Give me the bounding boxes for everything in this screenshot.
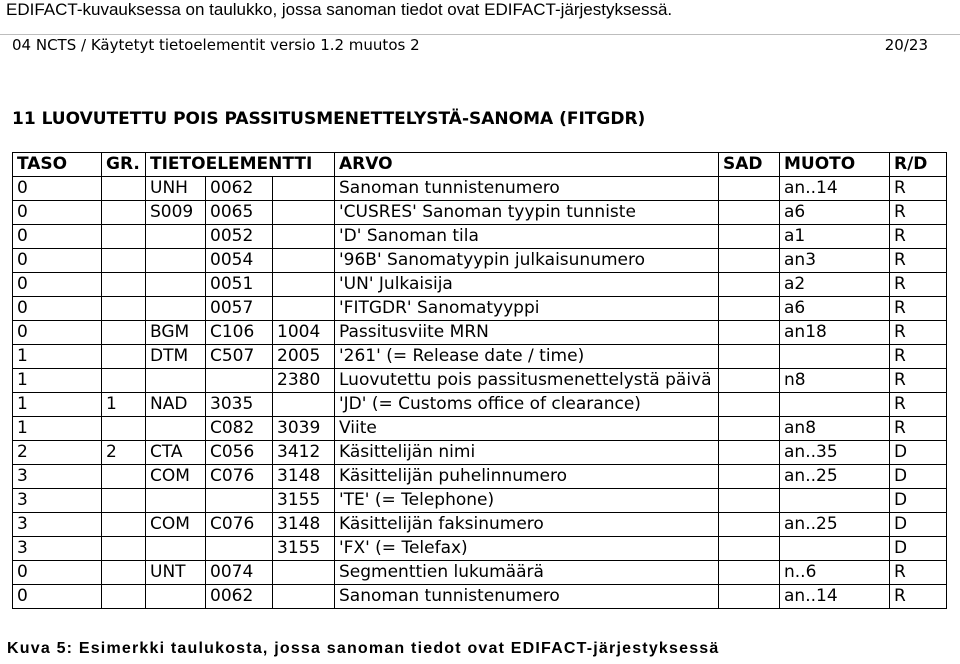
table-row xyxy=(13,273,947,297)
cell-element-1 xyxy=(206,537,273,561)
cell-taso: 1 xyxy=(13,345,102,369)
cell-arvo: Segmenttien lukumäärä xyxy=(335,561,719,585)
cell-sad xyxy=(719,249,780,273)
cell-rd: R xyxy=(890,585,947,609)
cell-gr xyxy=(102,177,146,201)
message-structure-table xyxy=(12,152,947,609)
figure-caption: Kuva 5: Esimerkki taulukosta, jossa sanoman tiedot ovat EDIFACT-järjestyksessä xyxy=(7,640,720,657)
table-row xyxy=(13,513,947,537)
cell-rd: R xyxy=(890,177,947,201)
cell-element-2: 3148 xyxy=(273,513,335,537)
cell-element-1: C082 xyxy=(206,417,273,441)
cell-taso: 2 xyxy=(13,441,102,465)
cell-rd: R xyxy=(890,345,947,369)
cell-arvo: Viite xyxy=(335,417,719,441)
cell-muoto: an8 xyxy=(780,417,890,441)
cell-taso: 0 xyxy=(13,225,102,249)
cell-taso: 0 xyxy=(13,585,102,609)
cell-element-2 xyxy=(273,225,335,249)
cell-rd: R xyxy=(890,249,947,273)
cell-taso: 0 xyxy=(13,273,102,297)
cell-taso: 0 xyxy=(13,321,102,345)
cell-taso: 1 xyxy=(13,369,102,393)
cell-arvo: Luovutettu pois passitusmenettelystä päivä xyxy=(335,369,719,393)
cell-rd: D xyxy=(890,441,947,465)
cell-element-1: 0062 xyxy=(206,585,273,609)
cell-sad xyxy=(719,201,780,225)
cell-sad xyxy=(719,225,780,249)
table-header-row xyxy=(13,153,947,177)
table-row xyxy=(13,465,947,489)
cell-element-1: 0062 xyxy=(206,177,273,201)
cell-element-1: C076 xyxy=(206,513,273,537)
cell-rd: R xyxy=(890,273,947,297)
table-row xyxy=(13,249,947,273)
cell-sad xyxy=(719,585,780,609)
header-sad: SAD xyxy=(719,153,780,177)
cell-sad xyxy=(719,273,780,297)
cell-sad xyxy=(719,297,780,321)
cell-gr xyxy=(102,201,146,225)
table-row xyxy=(13,321,947,345)
cell-sad xyxy=(719,417,780,441)
cell-gr xyxy=(102,489,146,513)
cell-arvo: 'D' Sanoman tila xyxy=(335,225,719,249)
cell-muoto xyxy=(780,345,890,369)
table-row xyxy=(13,345,947,369)
cell-sad xyxy=(719,561,780,585)
cell-muoto: n8 xyxy=(780,369,890,393)
cell-taso: 0 xyxy=(13,249,102,273)
cell-arvo: Käsittelijän nimi xyxy=(335,441,719,465)
cell-arvo: Käsittelijän puhelinnumero xyxy=(335,465,719,489)
cell-segment: DTM xyxy=(146,345,206,369)
cell-segment xyxy=(146,369,206,393)
cell-rd: R xyxy=(890,201,947,225)
cell-gr xyxy=(102,225,146,249)
cell-muoto: an..25 xyxy=(780,465,890,489)
document-header: 04 NCTS / Käytetyt tietoelementit versio 1.2 muutos 2 xyxy=(12,36,420,54)
cell-sad xyxy=(719,177,780,201)
cell-element-2: 1004 xyxy=(273,321,335,345)
cell-arvo: '261' (= Release date / time) xyxy=(335,345,719,369)
cell-element-1 xyxy=(206,489,273,513)
table-row xyxy=(13,201,947,225)
cell-element-2 xyxy=(273,297,335,321)
cell-element-1: 0054 xyxy=(206,249,273,273)
cell-muoto: a6 xyxy=(780,201,890,225)
cell-gr: 1 xyxy=(102,393,146,417)
cell-element-2: 2005 xyxy=(273,345,335,369)
cell-gr xyxy=(102,297,146,321)
cell-arvo: 'TE' (= Telephone) xyxy=(335,489,719,513)
cell-element-2: 3412 xyxy=(273,441,335,465)
cell-element-1: 3035 xyxy=(206,393,273,417)
cell-gr xyxy=(102,585,146,609)
cell-segment xyxy=(146,225,206,249)
cell-muoto: an..14 xyxy=(780,177,890,201)
cell-taso: 0 xyxy=(13,297,102,321)
cell-muoto xyxy=(780,393,890,417)
cell-gr xyxy=(102,369,146,393)
cell-element-2: 2380 xyxy=(273,369,335,393)
cell-rd: D xyxy=(890,513,947,537)
cell-segment xyxy=(146,537,206,561)
cell-gr: 2 xyxy=(102,441,146,465)
cell-sad xyxy=(719,345,780,369)
cell-sad xyxy=(719,393,780,417)
cell-segment: COM xyxy=(146,465,206,489)
table-body xyxy=(13,177,947,609)
cell-element-2: 3155 xyxy=(273,489,335,513)
cell-segment xyxy=(146,585,206,609)
cell-sad xyxy=(719,441,780,465)
cell-segment: BGM xyxy=(146,321,206,345)
cell-element-2 xyxy=(273,249,335,273)
cell-segment xyxy=(146,297,206,321)
cell-taso: 0 xyxy=(13,561,102,585)
cell-element-2: 3155 xyxy=(273,537,335,561)
header-muoto: MUOTO xyxy=(780,153,890,177)
cell-segment xyxy=(146,249,206,273)
cell-element-1: 0074 xyxy=(206,561,273,585)
cell-sad xyxy=(719,537,780,561)
cell-rd: R xyxy=(890,297,947,321)
cell-sad xyxy=(719,489,780,513)
cell-segment: UNT xyxy=(146,561,206,585)
cell-muoto xyxy=(780,537,890,561)
cell-element-2: 3039 xyxy=(273,417,335,441)
cell-muoto: an..25 xyxy=(780,513,890,537)
cell-segment: NAD xyxy=(146,393,206,417)
cell-arvo: 'JD' (= Customs office of clearance) xyxy=(335,393,719,417)
table-row xyxy=(13,441,947,465)
cell-segment xyxy=(146,273,206,297)
cell-element-2 xyxy=(273,585,335,609)
cell-arvo: 'FX' (= Telefax) xyxy=(335,537,719,561)
table-row xyxy=(13,417,947,441)
cell-taso: 3 xyxy=(13,465,102,489)
cell-taso: 1 xyxy=(13,393,102,417)
table-row xyxy=(13,561,947,585)
cell-gr xyxy=(102,465,146,489)
header-taso: TASO xyxy=(13,153,102,177)
cell-taso: 1 xyxy=(13,417,102,441)
table-row xyxy=(13,297,947,321)
header-arvo: ARVO xyxy=(335,153,719,177)
cell-element-2: 3148 xyxy=(273,465,335,489)
cell-rd: R xyxy=(890,417,947,441)
cell-gr xyxy=(102,273,146,297)
cell-rd: R xyxy=(890,393,947,417)
cell-rd: R xyxy=(890,561,947,585)
cell-element-1: C076 xyxy=(206,465,273,489)
cell-rd: R xyxy=(890,369,947,393)
table-row xyxy=(13,537,947,561)
cell-muoto: an18 xyxy=(780,321,890,345)
cell-segment xyxy=(146,489,206,513)
cell-segment: UNH xyxy=(146,177,206,201)
cell-arvo: Sanoman tunnistenumero xyxy=(335,177,719,201)
cell-arvo: '96B' Sanomatyypin julkaisunumero xyxy=(335,249,719,273)
header-gr: GR. xyxy=(102,153,146,177)
table-row xyxy=(13,585,947,609)
cell-sad xyxy=(719,513,780,537)
cell-muoto: a6 xyxy=(780,297,890,321)
cell-rd: R xyxy=(890,321,947,345)
cell-gr xyxy=(102,321,146,345)
figure-intro-text: EDIFACT-kuvauksessa on taulukko, jossa sanoman tiedot ovat EDIFACT-järjestyksessä. xyxy=(6,0,673,19)
table-row xyxy=(13,225,947,249)
cell-muoto: n..6 xyxy=(780,561,890,585)
cell-segment: COM xyxy=(146,513,206,537)
cell-arvo: 'CUSRES' Sanoman tyypin tunniste xyxy=(335,201,719,225)
cell-taso: 3 xyxy=(13,537,102,561)
cell-element-1: 0052 xyxy=(206,225,273,249)
cell-taso: 3 xyxy=(13,489,102,513)
cell-arvo: 'FITGDR' Sanomatyyppi xyxy=(335,297,719,321)
cell-rd: D xyxy=(890,465,947,489)
table-row xyxy=(13,369,947,393)
cell-muoto: a2 xyxy=(780,273,890,297)
cell-gr xyxy=(102,513,146,537)
cell-arvo: 'UN' Julkaisija xyxy=(335,273,719,297)
cell-element-2 xyxy=(273,201,335,225)
cell-element-1: 0065 xyxy=(206,201,273,225)
cell-muoto: an..35 xyxy=(780,441,890,465)
section-title: 11 LUOVUTETTU POIS PASSITUSMENETTELYSTÄ-SANOMA (FITGDR) xyxy=(12,109,646,129)
cell-muoto xyxy=(780,489,890,513)
cell-sad xyxy=(719,465,780,489)
table-row xyxy=(13,393,947,417)
cell-muoto: a1 xyxy=(780,225,890,249)
cell-arvo: Käsittelijän faksinumero xyxy=(335,513,719,537)
cell-taso: 0 xyxy=(13,177,102,201)
cell-element-1: C056 xyxy=(206,441,273,465)
cell-segment: S009 xyxy=(146,201,206,225)
header-tietoelementti: TIETOELEMENTTI xyxy=(146,153,335,177)
cell-element-1 xyxy=(206,369,273,393)
cell-gr xyxy=(102,249,146,273)
cell-element-1: C507 xyxy=(206,345,273,369)
cell-element-1: C106 xyxy=(206,321,273,345)
cell-taso: 3 xyxy=(13,513,102,537)
page-number: 20/23 xyxy=(884,36,928,54)
cell-element-2 xyxy=(273,393,335,417)
cell-arvo: Passitusviite MRN xyxy=(335,321,719,345)
cell-gr xyxy=(102,561,146,585)
header-divider xyxy=(0,34,960,35)
cell-sad xyxy=(719,369,780,393)
cell-segment: CTA xyxy=(146,441,206,465)
cell-element-1: 0051 xyxy=(206,273,273,297)
cell-element-2 xyxy=(273,273,335,297)
cell-rd: R xyxy=(890,225,947,249)
cell-element-2 xyxy=(273,561,335,585)
header-rd: R/D xyxy=(890,153,947,177)
cell-arvo: Sanoman tunnistenumero xyxy=(335,585,719,609)
cell-sad xyxy=(719,321,780,345)
cell-muoto: an..14 xyxy=(780,585,890,609)
cell-gr xyxy=(102,537,146,561)
cell-element-2 xyxy=(273,177,335,201)
cell-muoto: an3 xyxy=(780,249,890,273)
cell-taso: 0 xyxy=(13,201,102,225)
cell-rd: D xyxy=(890,537,947,561)
cell-segment xyxy=(146,417,206,441)
table-row xyxy=(13,177,947,201)
cell-gr xyxy=(102,417,146,441)
cell-rd: D xyxy=(890,489,947,513)
cell-gr xyxy=(102,345,146,369)
table-row xyxy=(13,489,947,513)
cell-element-1: 0057 xyxy=(206,297,273,321)
